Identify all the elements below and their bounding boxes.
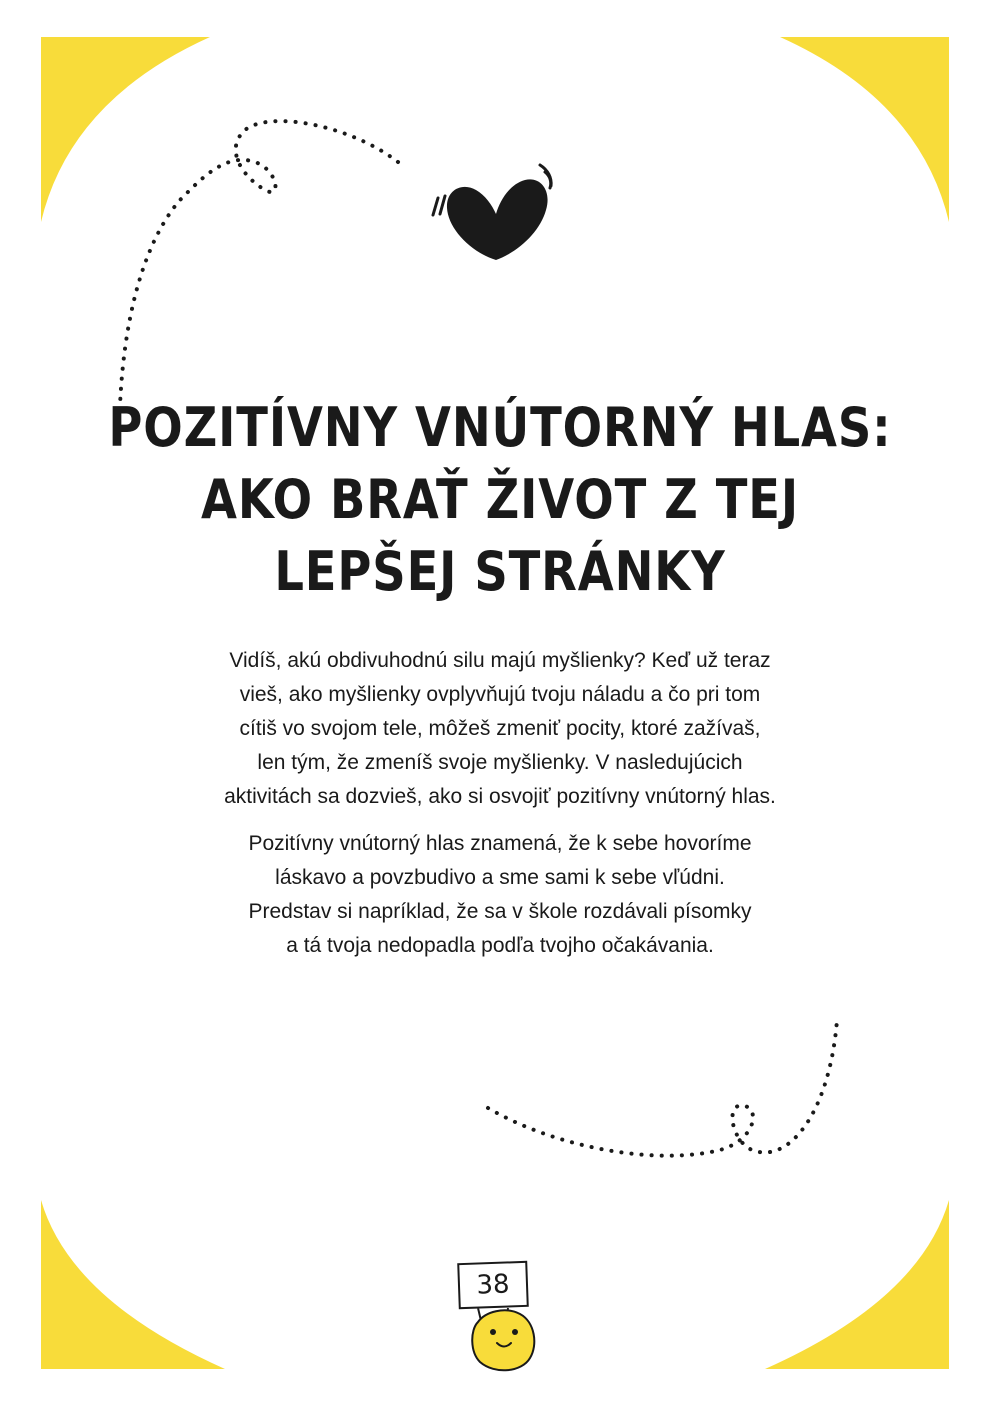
paragraph-line: vieš, ako myšlienky ovplyvňujú tvoju náladu a čo pri tom <box>239 683 761 706</box>
paragraph-line: Predstav si napríklad, že sa v škole rozdávali písomky <box>248 900 752 923</box>
paragraph-intro <box>120 644 880 814</box>
corner-bottom-right <box>765 1200 949 1369</box>
dotted-swirl-bottom <box>488 1020 837 1156</box>
page-number: 38 <box>457 1261 529 1309</box>
paragraph-definition <box>120 827 880 963</box>
paragraph-line: len tým, že zmeníš svoje myšlienky. V nasledujúcich <box>257 751 743 774</box>
title-line-1: POZITÍVNY VNÚTORNÝ HLAS: <box>108 396 892 459</box>
paragraph-line: a tá tvoja nedopadla podľa tvojho očakávania. <box>286 934 714 957</box>
corner-top-left <box>41 37 210 222</box>
corner-top-right <box>780 37 949 222</box>
paragraph-line: láskavo a povzbudivo a sme sami k sebe vľúdni. <box>275 866 725 889</box>
page-title <box>70 392 930 608</box>
dotted-swirl-top <box>120 121 398 405</box>
title-line-3: LEPŠEJ STRÁNKY <box>274 540 726 603</box>
paragraph-line: cítiš vo svojom tele, môžeš zmeniť pocity, ktoré zažívaš, <box>239 717 761 740</box>
corner-bottom-left <box>41 1200 225 1369</box>
paragraph-line: aktivitách sa dozvieš, ako si osvojiť pozitívny vnútorný hlas. <box>224 785 776 808</box>
paragraph-line: Pozitívny vnútorný hlas znamená, že k sebe hovoríme <box>248 832 752 855</box>
heart-icon <box>433 165 551 260</box>
title-line-2: AKO BRAŤ ŽIVOT Z TEJ <box>201 468 799 531</box>
paragraph-line: Vidíš, akú obdivuhodnú silu majú myšlienky? Keď už teraz <box>229 649 771 672</box>
smiley-mascot-icon <box>472 1308 534 1370</box>
